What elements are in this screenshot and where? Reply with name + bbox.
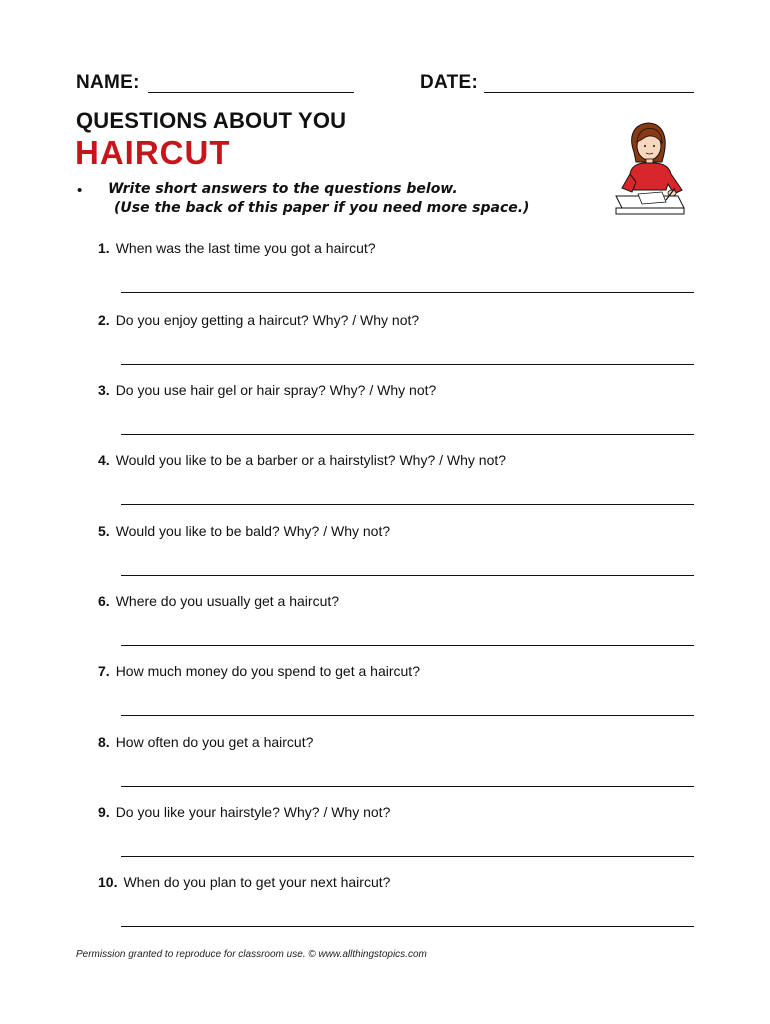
name-field-line[interactable] <box>148 92 354 93</box>
question-text: Do you use hair gel or hair spray? Why? / Why not? <box>115 382 437 398</box>
worksheet-title: HAIRCUT <box>75 134 231 171</box>
question-3 <box>98 382 436 398</box>
question-text: How often do you get a haircut? <box>115 734 314 750</box>
question-number: 5. <box>98 523 110 539</box>
question-text: How much money do you spend to get a haircut? <box>115 663 420 679</box>
question-number: 2. <box>98 312 110 328</box>
question-text: Do you enjoy getting a haircut? Why? / Why not? <box>115 312 420 328</box>
instruction-line-1: Write short answers to the questions below. <box>108 181 458 197</box>
question-2 <box>98 312 419 328</box>
worksheet-subtitle: QUESTIONS ABOUT YOU <box>76 108 347 133</box>
question-number: 1. <box>98 240 110 256</box>
question-1 <box>98 240 376 256</box>
answer-line-7[interactable] <box>121 715 694 716</box>
question-number: 7. <box>98 663 110 679</box>
question-6 <box>98 593 339 609</box>
question-8 <box>98 734 313 750</box>
question-7 <box>98 663 420 679</box>
question-text: When do you plan to get your next haircut? <box>123 874 391 890</box>
question-4 <box>98 452 506 468</box>
answer-line-8[interactable] <box>121 786 694 787</box>
answer-line-5[interactable] <box>121 575 694 576</box>
question-number: 9. <box>98 804 110 820</box>
answer-line-9[interactable] <box>121 856 694 857</box>
question-10 <box>98 874 390 890</box>
question-text: Would you like to be a barber or a hairstylist? Why? / Why not? <box>115 452 507 468</box>
question-text: Where do you usually get a haircut? <box>115 593 340 609</box>
answer-line-6[interactable] <box>121 645 694 646</box>
question-9 <box>98 804 390 820</box>
question-number: 8. <box>98 734 110 750</box>
question-text: Would you like to be bald? Why? / Why not? <box>115 523 391 539</box>
question-text: When was the last time you got a haircut? <box>115 240 376 256</box>
question-text: Do you like your hairstyle? Why? / Why not? <box>115 804 391 820</box>
question-number: 4. <box>98 452 110 468</box>
name-label: NAME: <box>76 72 140 93</box>
bullet-icon: • <box>77 182 83 199</box>
answer-line-4[interactable] <box>121 504 694 505</box>
answer-line-10[interactable] <box>121 926 694 927</box>
question-number: 3. <box>98 382 110 398</box>
permission-footer: Permission granted to reproduce for classroom use. © www.allthingstopics.com <box>76 949 427 960</box>
question-number: 10. <box>98 874 118 890</box>
question-5 <box>98 523 390 539</box>
answer-line-3[interactable] <box>121 434 694 435</box>
header-row <box>76 72 696 98</box>
answer-line-2[interactable] <box>121 364 694 365</box>
date-label: DATE: <box>420 72 479 93</box>
question-number: 6. <box>98 593 110 609</box>
answer-line-1[interactable] <box>121 292 694 293</box>
student-writing-icon <box>612 116 686 220</box>
date-field-line[interactable] <box>484 92 694 93</box>
instruction-line-2: (Use the back of this paper if you need more space.) <box>114 200 530 216</box>
